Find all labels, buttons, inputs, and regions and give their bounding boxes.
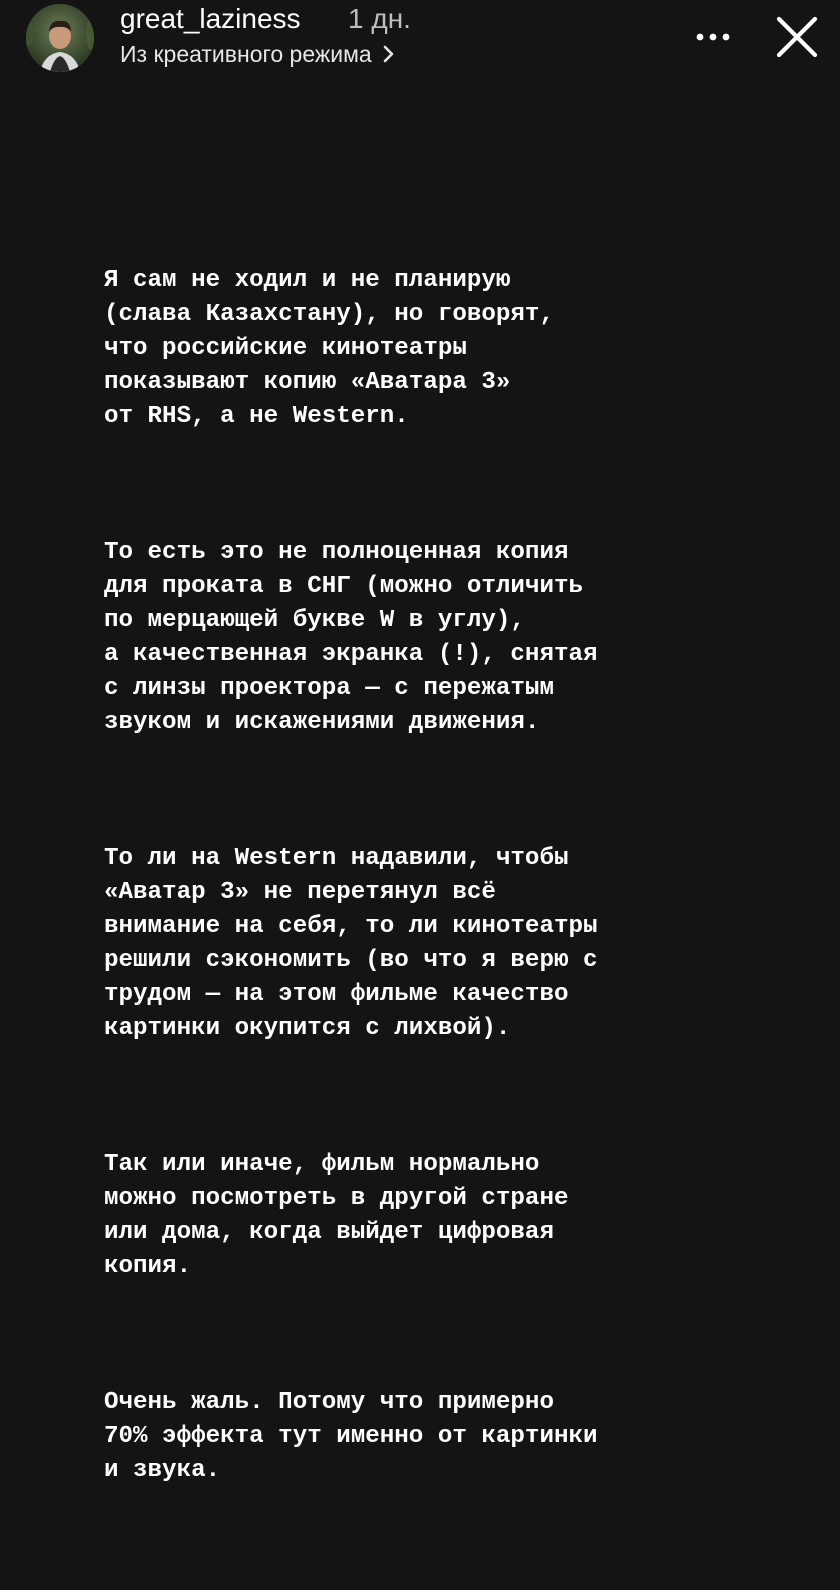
story-header [0,0,840,90]
creative-mode-label: Из креативного режима [120,41,372,67]
creative-mode-link[interactable] [120,40,398,68]
story-paragraph-4: Так или иначе, фильм нормально можно посмотреть в другой стране или дома, когда выйдет цифровая копия. [104,1151,569,1280]
story-paragraph-2: То есть это не полноценная копия для проката в СНГ (можно отличить по мерцающей букве W в углу), а качественная экранка (!), снятая с линзы проектора — с пережатым звуком и искажениями движения. [104,539,598,736]
close-button[interactable] [770,10,824,64]
avatar[interactable] [26,4,94,72]
chevron-right-icon [380,43,398,65]
story-paragraph-1: Я сам не ходил и не планирую (слава Казахстану), но говорят, что российские кинотеатры показывают копию «Аватара 3» от RHS, а не Western. [104,267,554,430]
story-text [104,196,744,1590]
story-timestamp: 1 дн. [348,3,411,34]
more-horizontal-icon [692,18,736,54]
close-icon [770,10,824,64]
user-avatar-icon [26,4,94,72]
more-options-button[interactable] [692,18,736,54]
story-paragraph-5: Очень жаль. Потому что примерно 70% эффекта тут именно от картинки и звука. [104,1389,598,1484]
username[interactable]: great_laziness [120,3,301,34]
story-paragraph-3: То ли на Western надавили, чтобы «Аватар 3» не перетянул всё внимание на себя, то ли кинотеатры решили сэкономить (во что я верю с трудом — на этом фильме качество картинки окупится с лихвой). [104,845,598,1042]
